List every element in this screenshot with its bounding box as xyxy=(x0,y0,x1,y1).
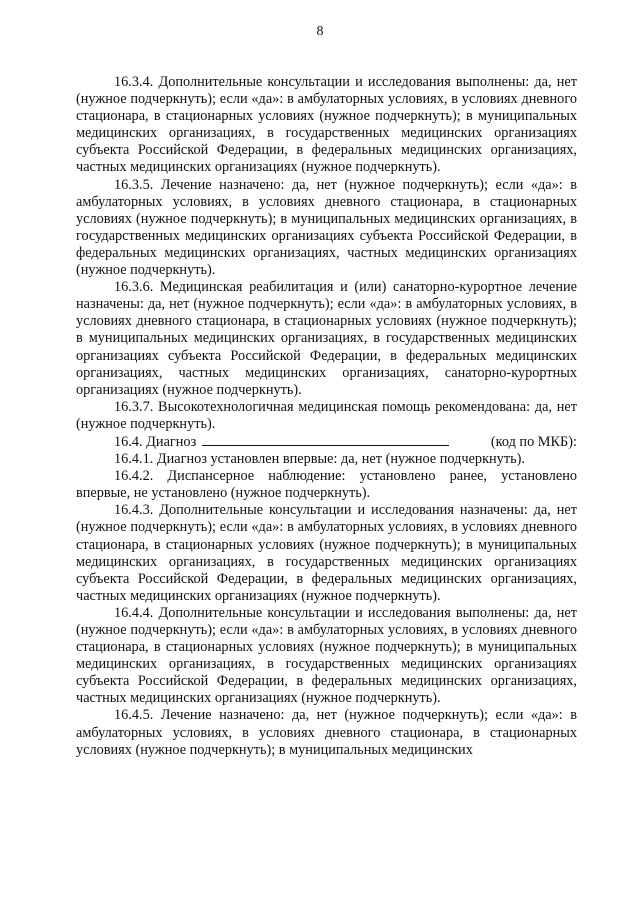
diagnosis-icd-code-label: (код по МКБ): xyxy=(490,433,577,450)
paragraph-16-4-3: 16.4.3. Дополнительные консультации и исследования назначены: да, нет (нужное подчеркнуть); если «да»: в амбулаторных условиях, в условиях дневного стационара, в стационарных условиях (нужное подчеркнуть); в муниципальных медицинских организациях, в государственных медицинских организациях субъекта Российской Федерации, в федеральных медицинских организациях, частных медицинских организациях (нужное подчеркнуть). xyxy=(76,502,577,604)
paragraph-16-3-5: 16.3.5. Лечение назначено: да, нет (нужное подчеркнуть); если «да»: в амбулаторных условиях, в условиях дневного стационара, в стационарных условиях (нужное подчеркнуть); в муниципальных медицинских организациях, в государственных медицинских организациях субъекта Российской Федерации, в федеральных медицинских организациях, частных медицинских организациях (нужное подчеркнуть). xyxy=(76,176,577,279)
page-number: 8 xyxy=(316,24,324,39)
paragraph-16-4-5: 16.4.5. Лечение назначено: да, нет (нужное подчеркнуть); если «да»: в амбулаторных условиях, в условиях дневного стационара, в стационарных условиях (нужное подчеркнуть); в муниципальных медицинских xyxy=(76,707,577,758)
paragraph-16-4-1: 16.4.1. Диагноз установлен впервые: да, нет (нужное подчеркнуть). xyxy=(114,451,525,468)
paragraph-16-3-6: 16.3.6. Медицинская реабилитация и (или) санаторно-курортное лечение назначены: да, нет (нужное подчеркнуть); если «да»: в амбулаторных условиях, в условиях дневного стационара, в стационарных условиях (нужное подчеркнуть); в муниципальных медицинских организациях, в государственных медицинских организациях субъекта Российской Федерации, в федеральных медицинских организациях, частных медицинских организациях, санаторно-курортных организациях (нужное подчеркнуть). xyxy=(76,279,577,398)
paragraph-16-3-4: 16.3.4. Дополнительные консультации и исследования выполнены: да, нет (нужное подчеркнуть); если «да»: в амбулаторных условиях, в условиях дневного стационара, в стационарных условиях (нужное подчеркнуть); в муниципальных медицинских организациях, в государственных медицинских организациях субъекта Российской Федерации, в федеральных медицинских организациях, частных медицинских организациях (нужное подчеркнуть). xyxy=(76,74,577,176)
diagnosis-blank-field xyxy=(202,433,449,446)
paragraph-16-3-7: 16.3.7. Высокотехнологичная медицинская помощь рекомендована: да, нет (нужное подчеркнуть). xyxy=(76,398,577,432)
diagnosis-line xyxy=(76,433,577,451)
paragraph-16-4-2: 16.4.2. Диспансерное наблюдение: установлено ранее, установлено впервые, не установлено (нужное подчеркнуть). xyxy=(76,468,577,502)
paragraph-16-4-4: 16.4.4. Дополнительные консультации и исследования выполнены: да, нет (нужное подчеркнуть); если «да»: в амбулаторных условиях, в условиях дневного стационара, в стационарных условиях (нужное подчеркнуть); в муниципальных медицинских организациях, в государственных медицинских организациях субъекта Российской Федерации, в федеральных медицинских организациях, частных медицинских организациях (нужное подчеркнуть). xyxy=(76,604,577,707)
diagnosis-label: 16.4. Диагноз xyxy=(114,433,197,450)
document-body xyxy=(76,74,577,759)
